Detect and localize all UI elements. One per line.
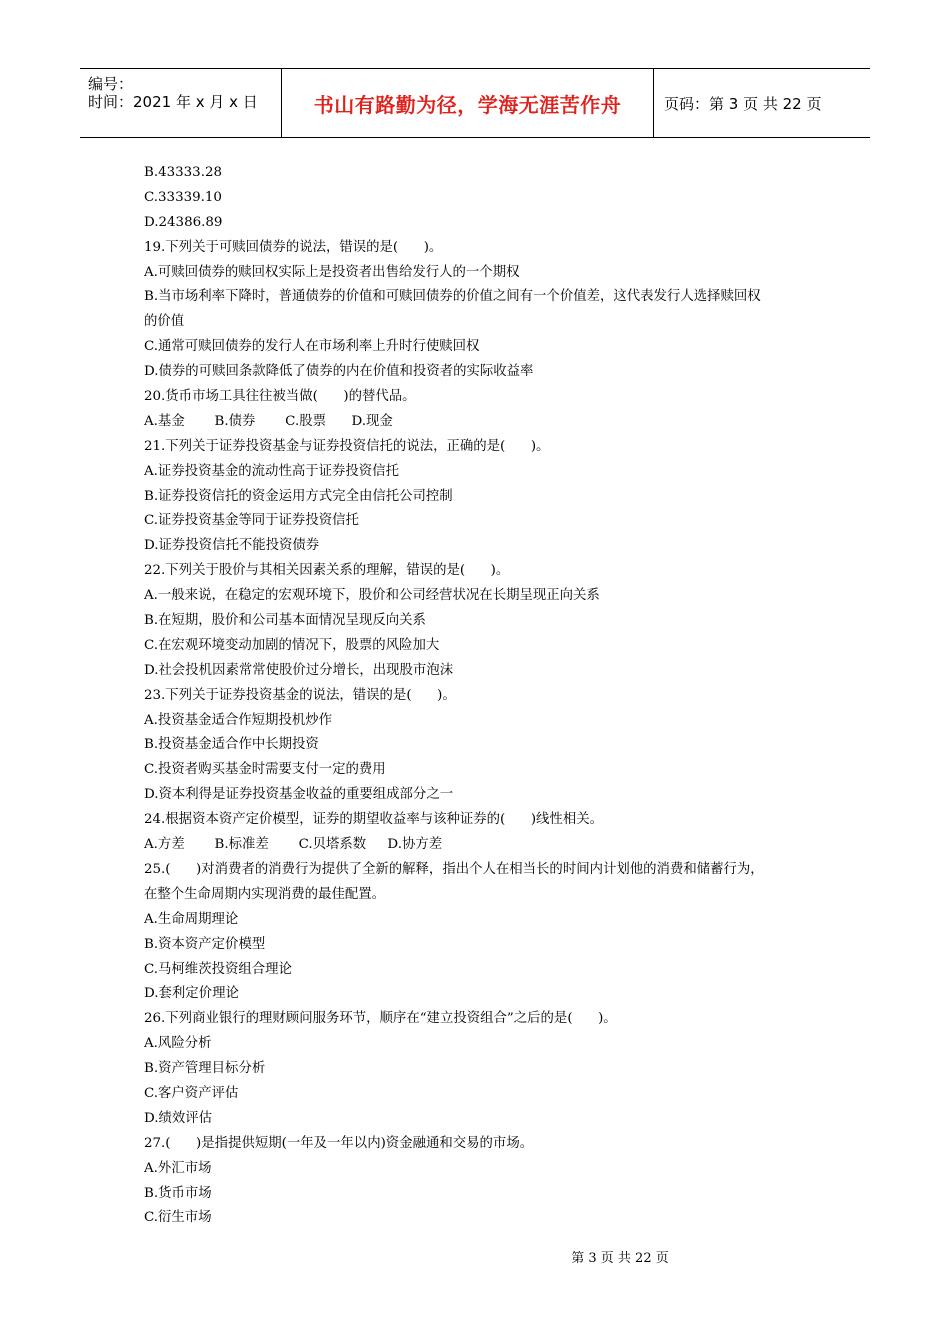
question-line: 21.下列关于证券投资基金与证券投资信托的说法，正确的是( )。: [144, 438, 550, 454]
text-line: C.马柯维茨投资组合理论: [144, 961, 292, 977]
motto-text: 书山有路勤为径，学海无涯苦作舟: [313, 92, 622, 117]
text-line: D.资本利得是证券投资基金收益的重要组成部分之一: [144, 787, 454, 803]
text-line: C.衍生市场: [144, 1210, 212, 1226]
question-line: 25.( )对消费者的消费行为提供了全新的解释，指出个人在相当长的时间内计划他的消费和储蓄行为，: [144, 861, 764, 877]
text-line: D.证券投资信托不能投资债券: [144, 538, 320, 554]
question-line: 27.( )是指提供短期(一年及一年以内)资金融通和交易的市场。: [144, 1135, 534, 1151]
header-meta-cell: [80, 69, 282, 137]
text-line: D.社会投机因素常常使股价过分增长，出现股市泡沫: [144, 662, 454, 678]
text-line: B.货币市场: [144, 1185, 212, 1201]
text-line: A.一般来说，在稳定的宏观环境下，股价和公司经营状况在长期呈现正向关系: [144, 588, 600, 604]
page-footer: 第 3 页 共 22 页: [571, 1251, 669, 1266]
header-page-cell: [654, 69, 870, 137]
text-line: B.资本资产定价模型: [144, 936, 266, 952]
text-line: B.43333.28: [144, 165, 222, 180]
text-line: A.风险分析: [144, 1036, 212, 1052]
header-page-info: 页码：第 3 页 共 22 页: [664, 94, 822, 113]
page-header: [80, 68, 870, 138]
text-line: 的价值: [144, 314, 185, 330]
text-line: C.33339.10: [144, 189, 222, 205]
text-line: B.资产管理目标分析: [144, 1061, 266, 1077]
text-line: B.在短期，股价和公司基本面情况呈现反向关系: [144, 613, 426, 629]
text-line: A.可赎回债券的赎回权实际上是投资者出售给发行人的一个期权: [144, 264, 520, 280]
question-line: 20.货币市场工具往往被当做( )的替代品。: [144, 389, 416, 405]
text-line: D.绩效评估: [144, 1110, 213, 1126]
doc-time-label: 时间：2021 年 x 月 x 日: [88, 93, 258, 111]
text-line: D.24386.89: [144, 214, 223, 230]
header-motto-cell: [282, 69, 654, 137]
question-line: 22.下列关于股价与其相关因素关系的理解，错误的是( )。: [144, 563, 510, 579]
question-body: [144, 161, 824, 1231]
text-line: B.当市场利率下降时，普通债券的价值和可赎回债券的价值之间有一个价值差，这代表发行人选择赎回权: [144, 289, 761, 305]
text-line: A.方差 B.标准差 C.贝塔系数 D.协方差: [144, 837, 443, 853]
question-line: 26.下列商业银行的理财顾问服务环节，顺序在“建立投资组合”之后的是( )。: [144, 1011, 617, 1027]
question-line: 24.根据资本资产定价模型，证券的期望收益率与该种证券的( )线性相关。: [144, 812, 603, 828]
text-line: C.通常可赎回债券的发行人在市场利率上升时行使赎回权: [144, 339, 480, 355]
text-line: 在整个生命周期内实现消费的最佳配置。: [144, 886, 386, 902]
text-line: C.客户资产评估: [144, 1085, 239, 1101]
text-line: B.投资基金适合作中长期投资: [144, 737, 319, 753]
text-line: D.债券的可赎回条款降低了债券的内在价值和投资者的实际收益率: [144, 364, 534, 380]
text-line: A.证券投资基金的流动性高于证券投资信托: [144, 463, 399, 479]
doc-code-label: 编号：: [88, 75, 134, 93]
text-line: C.在宏观环境变动加剧的情况下，股票的风险加大: [144, 637, 440, 653]
text-line: B.证券投资信托的资金运用方式完全由信托公司控制: [144, 488, 453, 504]
text-line: C.证券投资基金等同于证券投资信托: [144, 513, 359, 529]
text-line: A.外汇市场: [144, 1160, 212, 1176]
text-line: C.投资者购买基金时需要支付一定的费用: [144, 762, 386, 778]
text-line: D.套利定价理论: [144, 986, 239, 1002]
text-line: A.基金 B.债券 C.股票 D.现金: [144, 413, 393, 429]
text-line: A.投资基金适合作短期投机炒作: [144, 712, 333, 728]
question-line: 19.下列关于可赎回债券的说法，错误的是( )。: [144, 239, 443, 255]
question-line: 23.下列关于证券投资基金的说法，错误的是( )。: [144, 687, 456, 703]
text-line: A.生命周期理论: [144, 911, 239, 927]
